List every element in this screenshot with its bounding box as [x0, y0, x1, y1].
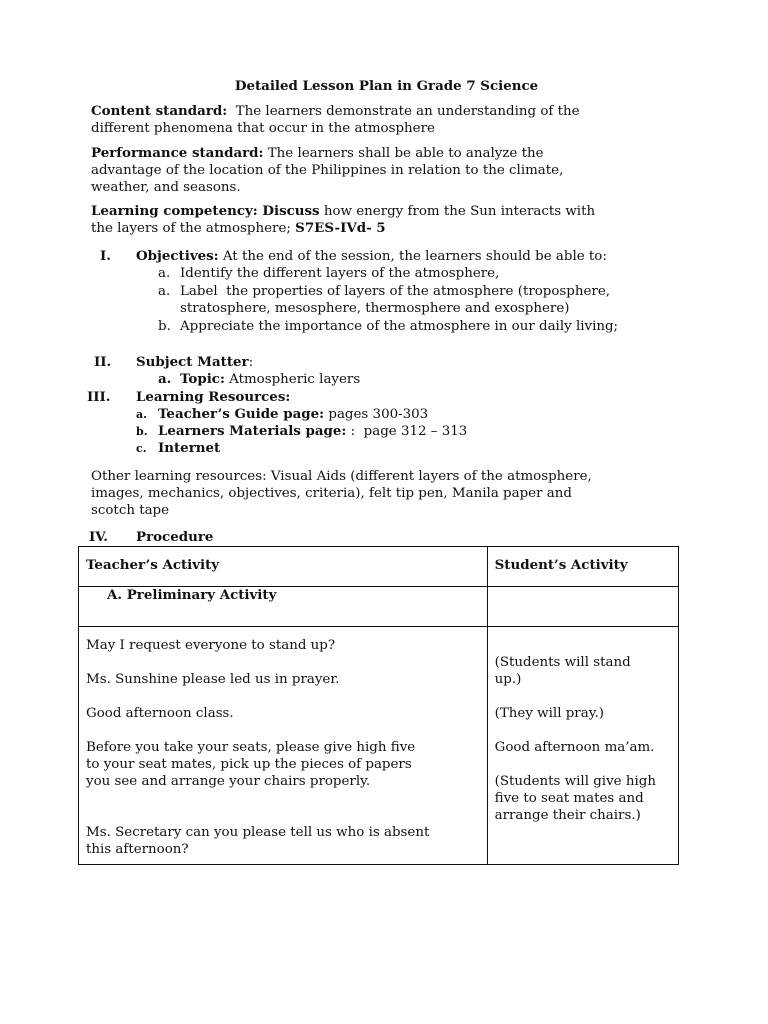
objective-letter: a.	[158, 284, 171, 299]
subject-matter-colon: :	[248, 355, 254, 370]
activity-line: five to seat mates and	[494, 791, 644, 806]
objective-item	[158, 265, 688, 282]
activity-line	[86, 807, 480, 824]
objective-text: Identify the different layers of the atmosphere,	[180, 266, 500, 281]
activity-line	[495, 688, 671, 705]
student-activity-text	[495, 637, 671, 824]
performance-standard	[91, 145, 681, 196]
resource-value: pages 300-303	[324, 407, 429, 422]
activity-line: May I request everyone to stand up?	[86, 638, 336, 653]
procedure-table	[78, 546, 679, 865]
performance-standard-label: Performance standard:	[91, 145, 264, 161]
activity-line	[495, 722, 671, 739]
resource-item	[136, 406, 428, 423]
objective-item	[158, 318, 688, 335]
objective-text-continued: stratosphere, mesosphere, thermosphere and exosphere)	[180, 301, 570, 316]
objectives-heading	[136, 248, 696, 265]
preliminary-activity-label: A. Preliminary Activity	[107, 587, 277, 603]
table-header-row	[79, 547, 679, 587]
content-standard-text-2: different phenomena that occur in the atmosphere	[91, 121, 435, 136]
resource-item	[136, 423, 467, 440]
student-activity-cell	[487, 627, 678, 865]
activity-line: (Students will give high	[494, 774, 656, 789]
resource-label: Internet	[158, 440, 221, 456]
student-activity-header: Student’s Activity	[494, 557, 628, 573]
procedure-number: IV.	[89, 529, 108, 545]
objectives-number: I.	[100, 248, 111, 264]
activity-line: Ms. Secretary can you please tell us who is absent	[86, 825, 430, 840]
performance-standard-text-1: The learners shall be able to analyze the	[263, 146, 544, 161]
learning-competency-text-1: how energy from the Sun interacts with	[319, 204, 596, 219]
preliminary-cell	[79, 587, 488, 627]
resource-value: : page 312 – 313	[346, 424, 468, 439]
other-resources-line-3: scotch tape	[91, 503, 170, 518]
learning-resources-heading	[136, 389, 290, 406]
header-cell-teacher	[79, 547, 488, 587]
table-row	[79, 627, 679, 865]
activity-line: you see and arrange your chairs properly.	[86, 774, 371, 789]
header-cell-student	[487, 547, 678, 587]
activity-line: this afternoon?	[86, 842, 189, 857]
subject-matter-heading	[136, 354, 253, 371]
learning-competency	[91, 203, 681, 237]
teacher-activity-header: Teacher’s Activity	[86, 557, 220, 573]
topic-value: Atmospheric layers	[224, 372, 361, 387]
activity-line: up.)	[494, 672, 522, 687]
competency-code: S7ES-IVd- 5	[295, 220, 386, 236]
subject-matter-label: Subject Matter	[136, 354, 249, 370]
activity-line: (Students will stand	[494, 655, 631, 670]
content-standard-label: Content standard:	[91, 103, 228, 119]
teacher-activity-cell	[79, 627, 488, 865]
table-row	[79, 587, 679, 627]
other-resources-line-1: Other learning resources: Visual Aids (different layers of the atmosphere,	[91, 469, 592, 484]
empty-cell	[487, 587, 678, 627]
objective-letter: a.	[158, 266, 171, 281]
resource-letter: a.	[136, 408, 147, 421]
procedure-heading	[136, 529, 213, 546]
subject-matter-number: II.	[94, 354, 112, 370]
objective-letter: b.	[158, 319, 171, 334]
activity-line	[86, 790, 480, 807]
procedure-label: Procedure	[136, 529, 214, 545]
learning-competency-text-2: the layers of the atmosphere;	[91, 221, 296, 236]
activity-line: Ms. Sunshine please led us in prayer.	[86, 672, 340, 687]
topic-label: Topic:	[180, 371, 225, 387]
performance-standard-text-3: weather, and seasons.	[91, 180, 241, 195]
teacher-activity-text	[86, 637, 480, 858]
activity-line: (They will pray.)	[494, 706, 604, 721]
activity-line	[495, 637, 671, 654]
activity-line: Good afternoon ma’am.	[494, 740, 655, 755]
resource-letter: b.	[136, 425, 148, 438]
learning-competency-label: Learning competency: Discuss	[91, 203, 320, 219]
learning-resources-number: III.	[87, 389, 111, 405]
topic-line	[158, 371, 360, 388]
activity-line	[86, 688, 480, 705]
resource-label: Learners Materials page:	[158, 423, 347, 439]
objective-item	[158, 283, 688, 317]
other-resources	[91, 468, 681, 519]
objectives-intro: At the end of the session, the learners should be able to:	[218, 249, 607, 264]
activity-line: Before you take your seats, please give high five	[86, 740, 416, 755]
activity-line	[86, 654, 480, 671]
activity-line: to your seat mates, pick up the pieces of papers	[86, 757, 412, 772]
other-resources-line-2: images, mechanics, objectives, criteria), felt tip pen, Manila paper and	[91, 486, 572, 501]
activity-line	[86, 722, 480, 739]
topic-letter: a.	[158, 371, 172, 387]
activity-line	[495, 756, 671, 773]
objective-text: Label the properties of layers of the atmosphere (troposphere,	[180, 284, 610, 299]
content-standard	[91, 103, 681, 137]
objective-text: Appreciate the importance of the atmosphere in our daily living;	[180, 319, 619, 334]
document-title: Detailed Lesson Plan in Grade 7 Science	[234, 78, 539, 94]
activity-line: Good afternoon class.	[86, 706, 234, 721]
resource-label: Teacher’s Guide page:	[158, 406, 325, 422]
performance-standard-text-2: advantage of the location of the Philippines in relation to the climate,	[91, 163, 564, 178]
resource-letter: c.	[136, 442, 147, 455]
learning-resources-label: Learning Resources:	[136, 389, 291, 405]
resource-item	[136, 440, 220, 457]
objectives-label: Objectives:	[136, 248, 219, 264]
activity-line: arrange their chairs.)	[494, 808, 641, 823]
content-standard-text-1: The learners demonstrate an understanding of the	[227, 104, 580, 119]
